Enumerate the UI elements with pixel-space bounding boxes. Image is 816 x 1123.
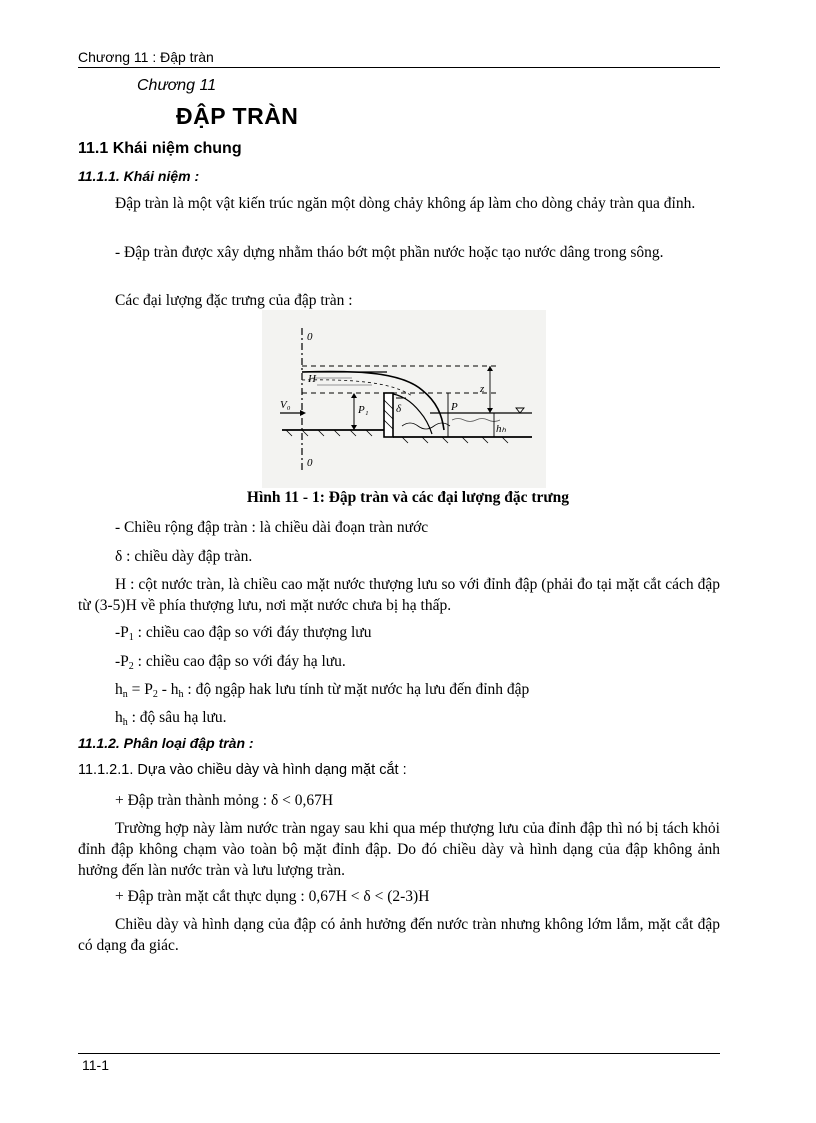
subsection-heading-11-1-2-1: 11.1.2.1. Dựa vào chiều dày và hình dạng mặt cắt : — [78, 762, 407, 778]
chapter-title: ĐẬP TRÀN — [176, 103, 299, 129]
label-p1: P₁ — [358, 404, 369, 416]
paragraph-practical: Chiều dày và hình dạng của đập có ảnh hưởng đến nước tràn nhưng không lớm lắm, mặt cắt đập có dạng đa giác. — [78, 916, 720, 954]
paragraph-thin-plate: Trường hợp này làm nước tràn ngay sau khi qua mép thượng lưu của đỉnh đập thì nó bị tách khỏi đỉnh đập không chạm vào toàn bộ mặt đỉnh đập. Do đó chiều dày và hình dạng của đập không ảnh hưởng đến làn nước tràn và lưu lượng tràn. — [78, 820, 720, 879]
page-number: 11-1 — [82, 1057, 109, 1073]
label-delta: δ — [396, 403, 402, 415]
definition-p2: $-P_2$ : chiều cao đập so với đáy hạ lưu. — [115, 653, 346, 672]
paragraph-quantities-intro: Các đại lượng đặc trưng của đập tràn : — [115, 292, 353, 309]
chapter-label: Chương 11 — [137, 77, 217, 94]
label-hh: hₕ — [496, 423, 506, 435]
definition-hn: $h_n = P_2 - h_h$ : độ ngập hak lưu tính từ mặt nước hạ lưu đến đỉnh đập — [115, 681, 530, 700]
running-header: Chương 11 : Đập tràn — [78, 49, 214, 65]
paragraph-purpose: - Đập tràn được xây dựng nhằm tháo bớt một phần nước hoặc tạo nước dâng trong sông. — [115, 244, 664, 261]
figure-background — [262, 310, 546, 488]
item-thin-plate-weir: + Đập tràn thành mỏng : δ < 0,67H — [115, 792, 334, 809]
definition-delta: δ : chiều dày đập tràn. — [115, 548, 253, 565]
paragraph-definition: Đập tràn là một vật kiến trúc ngăn một dòng chảy không áp làm cho dòng chảy tràn qua đỉnh. — [115, 195, 696, 212]
label-section-bottom: 0 — [307, 457, 313, 469]
label-z: z — [480, 383, 485, 395]
item-practical-weir: + Đập tràn mặt cắt thực dụng : 0,67H < δ < (2-3)H — [115, 888, 430, 905]
definition-h: H : cột nước tràn, là chiều cao mặt nước thượng lưu so với đỉnh đập (phải đo tại mặt cắt cách đập từ (3-5)H về phía thượng lưu, nơi mặt nước chưa bị hạ thấp. — [78, 576, 720, 614]
footer-rule — [78, 1053, 720, 1054]
figure-caption: Hình 11 - 1: Đập tràn và các đại lượng đặc trưng — [246, 489, 570, 506]
section-heading-11-1-2: 11.1.2. Phân loại đập tràn : — [78, 735, 254, 751]
label-h: H — [308, 373, 316, 385]
label-v0: V₀ — [280, 399, 291, 411]
definition-p1: $-P_1$ : chiều cao đập so với đáy thượng lưu — [115, 624, 372, 643]
label-section-top: 0 — [307, 331, 313, 343]
section-heading-11-1-1: 11.1.1. Khái niệm : — [78, 168, 200, 184]
label-p: P — [451, 401, 458, 413]
weir-diagram — [262, 310, 546, 488]
definition-hh: $h_h$ : độ sâu hạ lưu. — [115, 709, 227, 728]
header-rule — [78, 67, 720, 68]
definition-width: - Chiều rộng đập tràn : là chiều dài đoạn tràn nước — [115, 519, 429, 536]
section-heading-11-1: 11.1 Khái niệm chung — [78, 140, 242, 157]
